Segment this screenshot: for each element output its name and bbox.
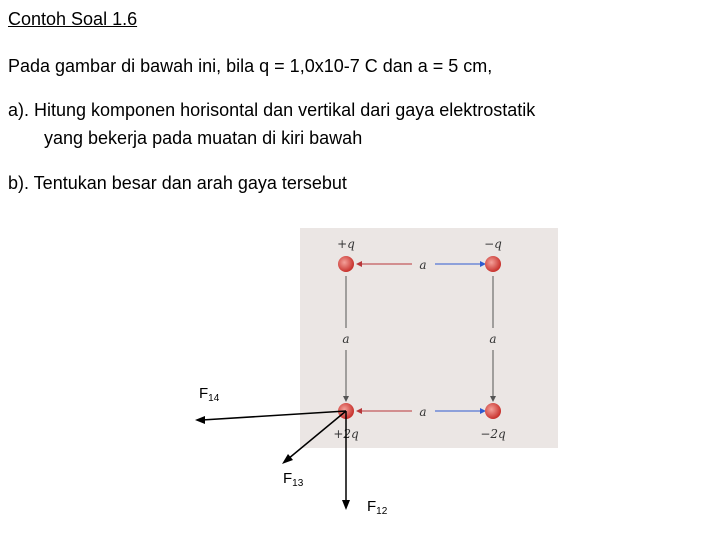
force-f13-line: [288, 411, 346, 459]
label-bottom-right: −2q: [480, 427, 506, 441]
force-f12-label: $F_{12}$: [367, 498, 388, 517]
side-label-left: a: [342, 332, 350, 346]
force-f14-line: [202, 411, 346, 420]
side-label-top: a: [419, 258, 427, 272]
force-f14-arrowhead: [195, 416, 205, 424]
question-a-line-2: yang bekerja pada muatan di kiri bawah: [44, 128, 363, 148]
problem-statement: Pada gambar di bawah ini, bila q = 1,0x10-7 C dan a = 5 cm,: [8, 56, 493, 76]
force-f14-label: $F_{14}$: [199, 385, 220, 404]
label-top-right: −q: [484, 237, 502, 251]
slide-title: Contoh Soal 1.6: [8, 9, 138, 29]
side-label-right: a: [489, 332, 497, 346]
question-b: b). Tentukan besar dan arah gaya tersebut: [8, 173, 347, 193]
force-f12-arrowhead: [342, 500, 350, 510]
side-label-bottom: a: [419, 405, 427, 419]
question-a-line-1: a). Hitung komponen horisontal dan vertikal dari gaya elektrostatik: [8, 100, 536, 120]
label-top-left: +q: [337, 237, 355, 251]
force-f13-label: $F_{13}$: [283, 470, 304, 489]
label-bottom-left: +2q: [333, 427, 359, 441]
